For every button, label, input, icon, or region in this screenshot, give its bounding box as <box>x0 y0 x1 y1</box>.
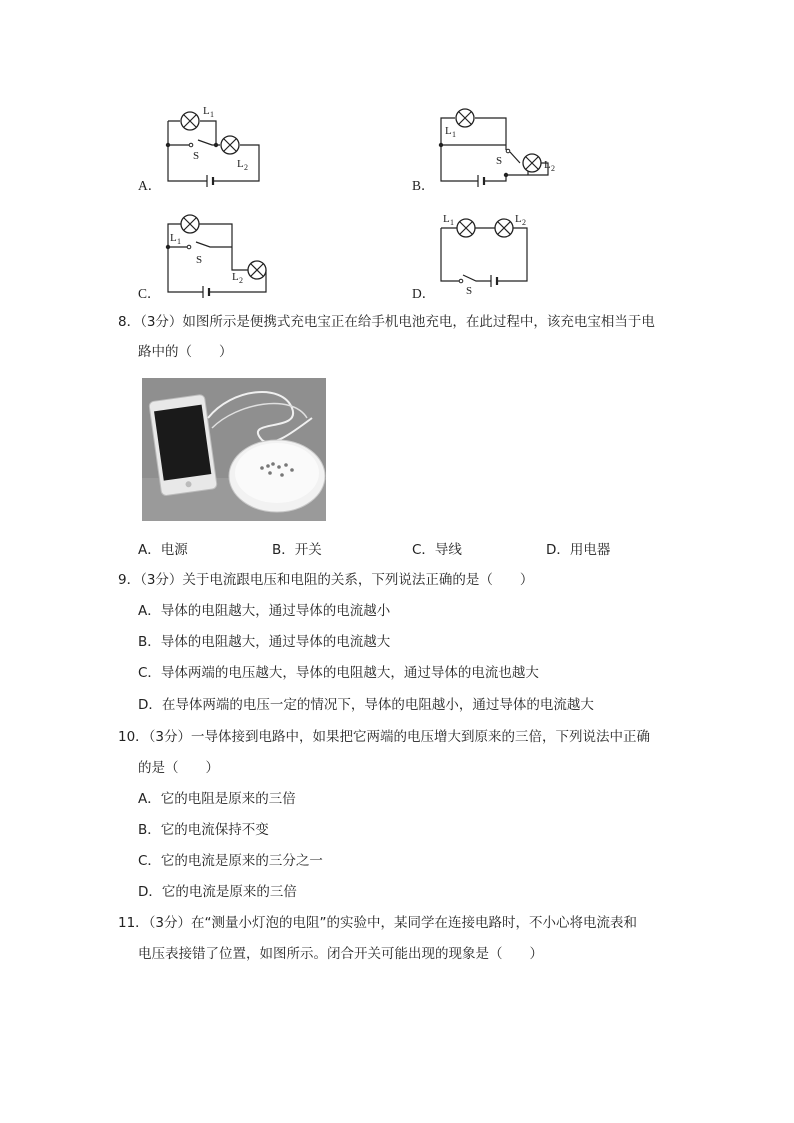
lamp-l2-label: L <box>515 213 522 225</box>
lamp-l1-label: L <box>443 213 450 225</box>
switch-label: S <box>466 285 473 297</box>
switch-s-icon <box>459 279 463 283</box>
lamp-l2-label: L <box>237 158 244 170</box>
option-a-label: A． <box>138 178 162 193</box>
option-d-label: D． <box>412 286 436 301</box>
q8-option-b: B．开关 <box>272 542 322 558</box>
svg-text:2: 2 <box>239 276 243 285</box>
q8-option-c: C．导线 <box>412 542 462 558</box>
switch-s-icon <box>187 245 191 249</box>
q10-option-d: D．它的电流是原来的三倍 <box>138 884 297 900</box>
q10-option-b: B．它的电流保持不变 <box>138 822 269 838</box>
power-bank-photo <box>142 378 326 521</box>
q9-option-b: B．导体的电阻越大，通过导体的电流越大 <box>138 634 391 650</box>
switch-label: S <box>496 155 503 167</box>
svg-text:1: 1 <box>450 218 454 227</box>
q9-option-d: D．在导体两端的电压一定的情况下，导体的电阻越小，通过导体的电流越大 <box>138 697 594 713</box>
switch-s-icon <box>506 149 510 153</box>
q8-stem-line1: 8．（3分）如图所示是便携式充电宝正在给手机电池充电，在此过程中，该充电宝相当于电 <box>118 314 655 330</box>
lamp-l1-label: L <box>445 125 452 137</box>
option-c-label: C． <box>138 286 161 301</box>
svg-text:2: 2 <box>522 218 526 227</box>
switch-label: S <box>196 254 203 266</box>
q9-option-c: C．导体两端的电压越大，导体的电阻越大，通过导体的电流也越大 <box>138 665 539 681</box>
switch-label: S <box>193 150 200 162</box>
q8-stem-line2: 路中的（ ） <box>138 344 233 360</box>
svg-text:1: 1 <box>452 130 456 139</box>
q10-option-c: C．它的电流是原来的三分之一 <box>138 853 323 869</box>
circuit-diagram-a <box>0 0 794 300</box>
phone-charging-image <box>142 378 326 521</box>
switch-s-icon <box>189 143 193 147</box>
q9-option-a: A．导体的电阻越大，通过导体的电流越小 <box>138 603 391 619</box>
q8-option-d: D．用电器 <box>546 542 611 558</box>
lamp-l2-label: L <box>544 159 551 171</box>
q9-stem: 9．（3分）关于电流跟电压和电阻的关系，下列说法正确的是（ ） <box>118 572 534 588</box>
lamp-l1-label: L <box>203 105 210 117</box>
q10-stem-line2: 的是（ ） <box>138 760 219 776</box>
lamp-l2-label: L <box>232 271 239 283</box>
q10-option-a: A．它的电阻是原来的三倍 <box>138 791 296 807</box>
q8-option-a: A．电源 <box>138 542 188 558</box>
svg-text:2: 2 <box>244 163 248 172</box>
q11-stem-line2: 电压表接错了位置，如图所示。闭合开关可能出现的现象是（ ） <box>138 946 543 962</box>
lamp-l1-label: L <box>170 232 177 244</box>
q11-stem-line1: 11．（3分）在“测量小灯泡的电阻”的实验中，某同学在连接电路时，不小心将电流表和 <box>118 915 638 931</box>
svg-text:2: 2 <box>551 164 555 173</box>
svg-text:1: 1 <box>177 237 181 246</box>
option-b-label: B． <box>412 178 435 193</box>
svg-text:1: 1 <box>210 110 214 119</box>
q10-stem-line1: 10．（3分）一导体接到电路中，如果把它两端的电压增大到原来的三倍，下列说法中正确 <box>118 729 651 745</box>
